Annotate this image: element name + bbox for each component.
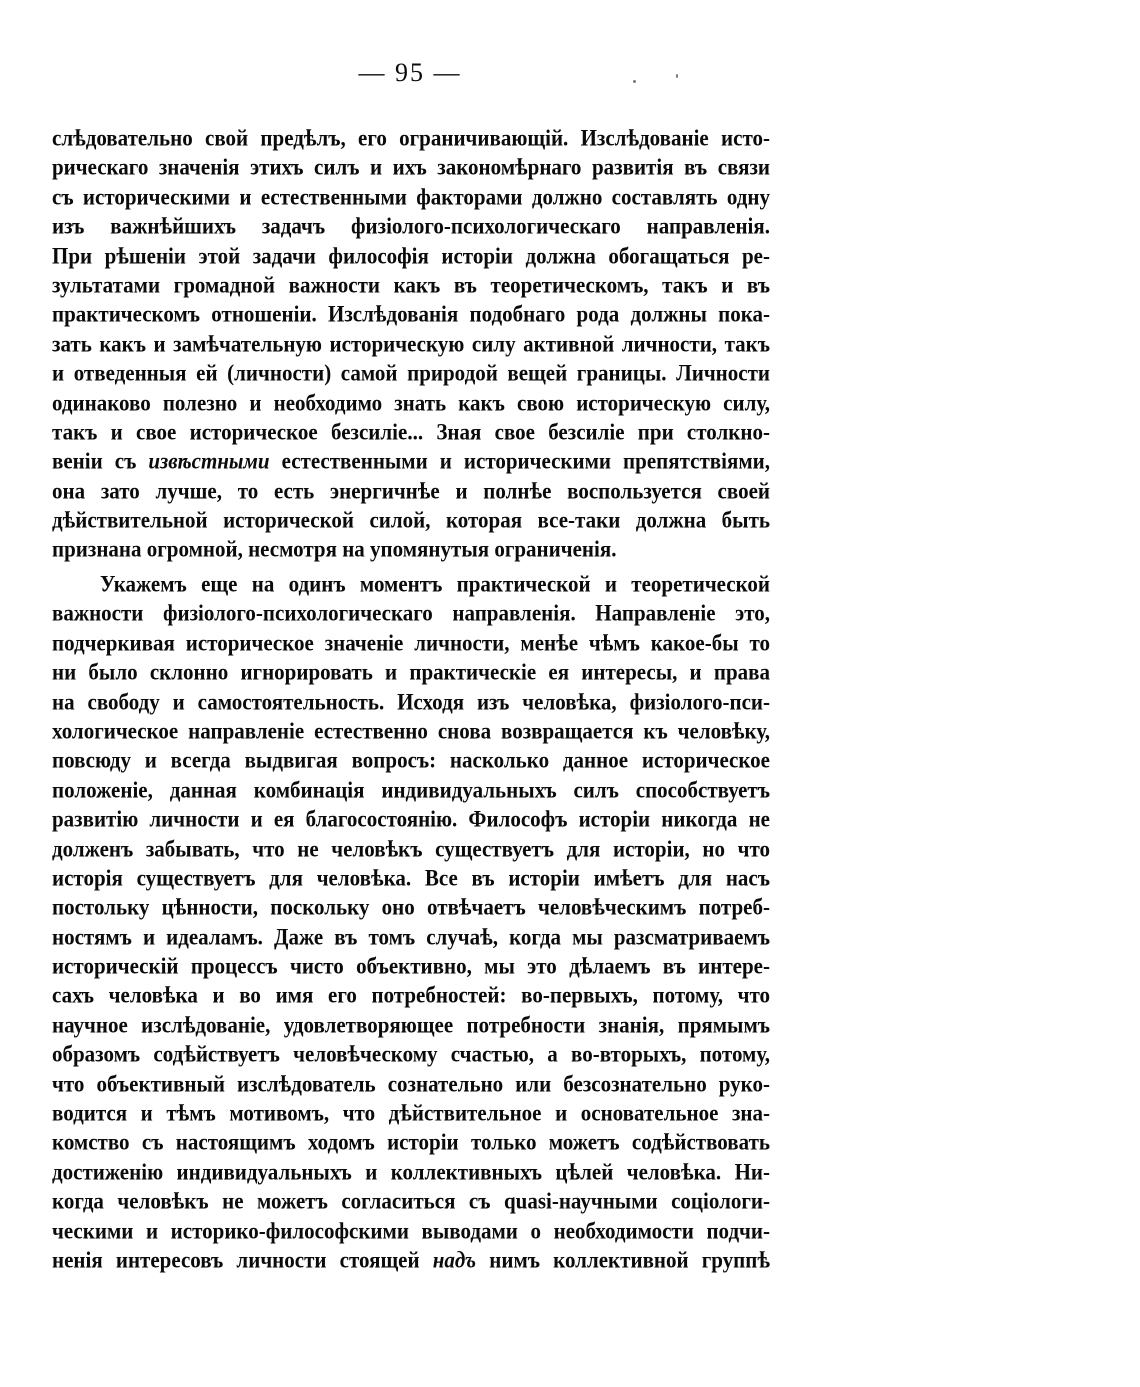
- text-line: Укажемъ еще на одинъ моментъ практической и теоретической: [100, 570, 770, 597]
- text-line: рическаго значенія этихъ силъ и ихъ закономѣрнаго развитія въ связи: [52, 154, 770, 181]
- text-line: она зато лучше, то есть энергичнѣе и полнѣе воспользуется своей: [52, 477, 770, 504]
- emphasized-word: извѣстными: [148, 448, 270, 475]
- text-line: ни было склонно игнорировать и практическіе ея интересы, и права: [52, 659, 770, 686]
- paragraph-2: [52, 570, 770, 1275]
- text-line: повсюду и всегда выдвигая вопросъ: насколько данное историческое: [52, 747, 770, 774]
- text-line: съ историческими и естественными факторами должно составлять одну: [52, 183, 770, 210]
- text-line: ненія интересовъ личности стоящей надъ нимъ коллективной группѣ: [52, 1246, 770, 1273]
- text-line: водится и тѣмъ мотивомъ, что дѣйствительное и основательное зна-: [52, 1100, 770, 1126]
- text-line: зать какъ и замѣчательную историческую силу активной личности, такъ: [52, 330, 770, 357]
- text-line: постольку цѣнности, поскольку оно отвѣчаетъ человѣческимъ потреб-: [52, 894, 770, 921]
- text-line: такъ и свое историческое безсиліе... Зная свое безсиліе при столкно-: [52, 418, 770, 445]
- text-line: образомъ содѣйствуетъ человѣческому счастью, а во-вторыхъ, потому,: [52, 1041, 770, 1068]
- text-line: При рѣшеніи этой задачи философія исторіи должна обогащаться ре-: [52, 242, 770, 269]
- text-line: подчеркивая историческое значеніе личности, менѣе чѣмъ какое-бы то: [52, 629, 770, 656]
- text-line: дѣйствительной исторической силой, которая все-таки должна быть: [52, 507, 770, 533]
- text-line: практическомъ отношеніи. Изслѣдованія подобнаго рода должны пока-: [52, 301, 770, 328]
- text-line: сахъ человѣка и во имя его потребностей: во-первыхъ, потому, что: [52, 982, 770, 1009]
- paragraph-1: [52, 124, 770, 565]
- text-line: признана огромной, несмотря на упомянутыя ограниченія.: [52, 536, 617, 563]
- text-line: ческими и историко-философскими выводами о необходимости подчи-: [52, 1217, 770, 1244]
- text-line: положеніе, данная комбинація индивидуальныхъ силъ способствуетъ: [52, 776, 770, 803]
- text-line: хологическое направленіе естественно снова возвращается къ человѣку,: [52, 717, 770, 744]
- text-line: исторія существуетъ для человѣка. Все въ исторіи имѣетъ для насъ: [52, 864, 770, 891]
- page-number: — 95 —: [358, 58, 462, 87]
- text-line: веніи съ извѣстными естественными и историческими препятствіями,: [52, 448, 770, 475]
- emphasized-word: надъ: [432, 1246, 477, 1273]
- text-line: комство съ настоящимъ ходомъ исторіи только можетъ содѣйствовать: [52, 1129, 770, 1156]
- print-speck: [676, 74, 678, 78]
- text-line: важности физіолого-психологическаго направленія. Направленіе это,: [52, 600, 770, 627]
- text-line: одинаково полезно и необходимо знать какъ свою историческую силу,: [52, 389, 770, 416]
- text-line: зультатами громадной важности какъ въ теоретическомъ, такъ и въ: [52, 271, 770, 298]
- text-line: на свободу и самостоятельность. Исходя изъ человѣка, физіолого-пси-: [52, 688, 770, 715]
- text-line: научное изслѣдованіе, удовлетворяющее потребности знанія, прямымъ: [52, 1011, 770, 1038]
- text-line: развитію личности и ея благосостоянію. Философъ исторіи никогда не: [52, 806, 770, 833]
- text-line: ностямъ и идеаламъ. Даже въ томъ случаѣ, когда мы разсматриваемъ: [52, 923, 770, 950]
- text-line: что объективный изслѣдователь сознательно или безсознательно руко-: [52, 1070, 770, 1097]
- text-line: когда человѣкъ не можетъ согласиться съ quasi-научными соціологи-: [52, 1188, 770, 1215]
- text-line: достиженію индивидуальныхъ и коллективныхъ цѣлей человѣка. Ни-: [52, 1158, 770, 1185]
- text-line: долженъ забывать, что не человѣкъ существуетъ для исторіи, но что: [52, 835, 770, 862]
- text-line: слѣдовательно свой предѣлъ, его ограничивающій. Изслѣдованіе исто-: [52, 124, 770, 151]
- text-line: историческій процессъ чисто объективно, мы это дѣлаемъ въ интере-: [52, 953, 770, 979]
- print-speck: [633, 80, 636, 83]
- text-line: и отведенныя ей (личности) самой природой вещей границы. Личности: [52, 360, 770, 387]
- text-line: изъ важнѣйшихъ задачъ физіолого-психологическаго направленія.: [52, 213, 770, 240]
